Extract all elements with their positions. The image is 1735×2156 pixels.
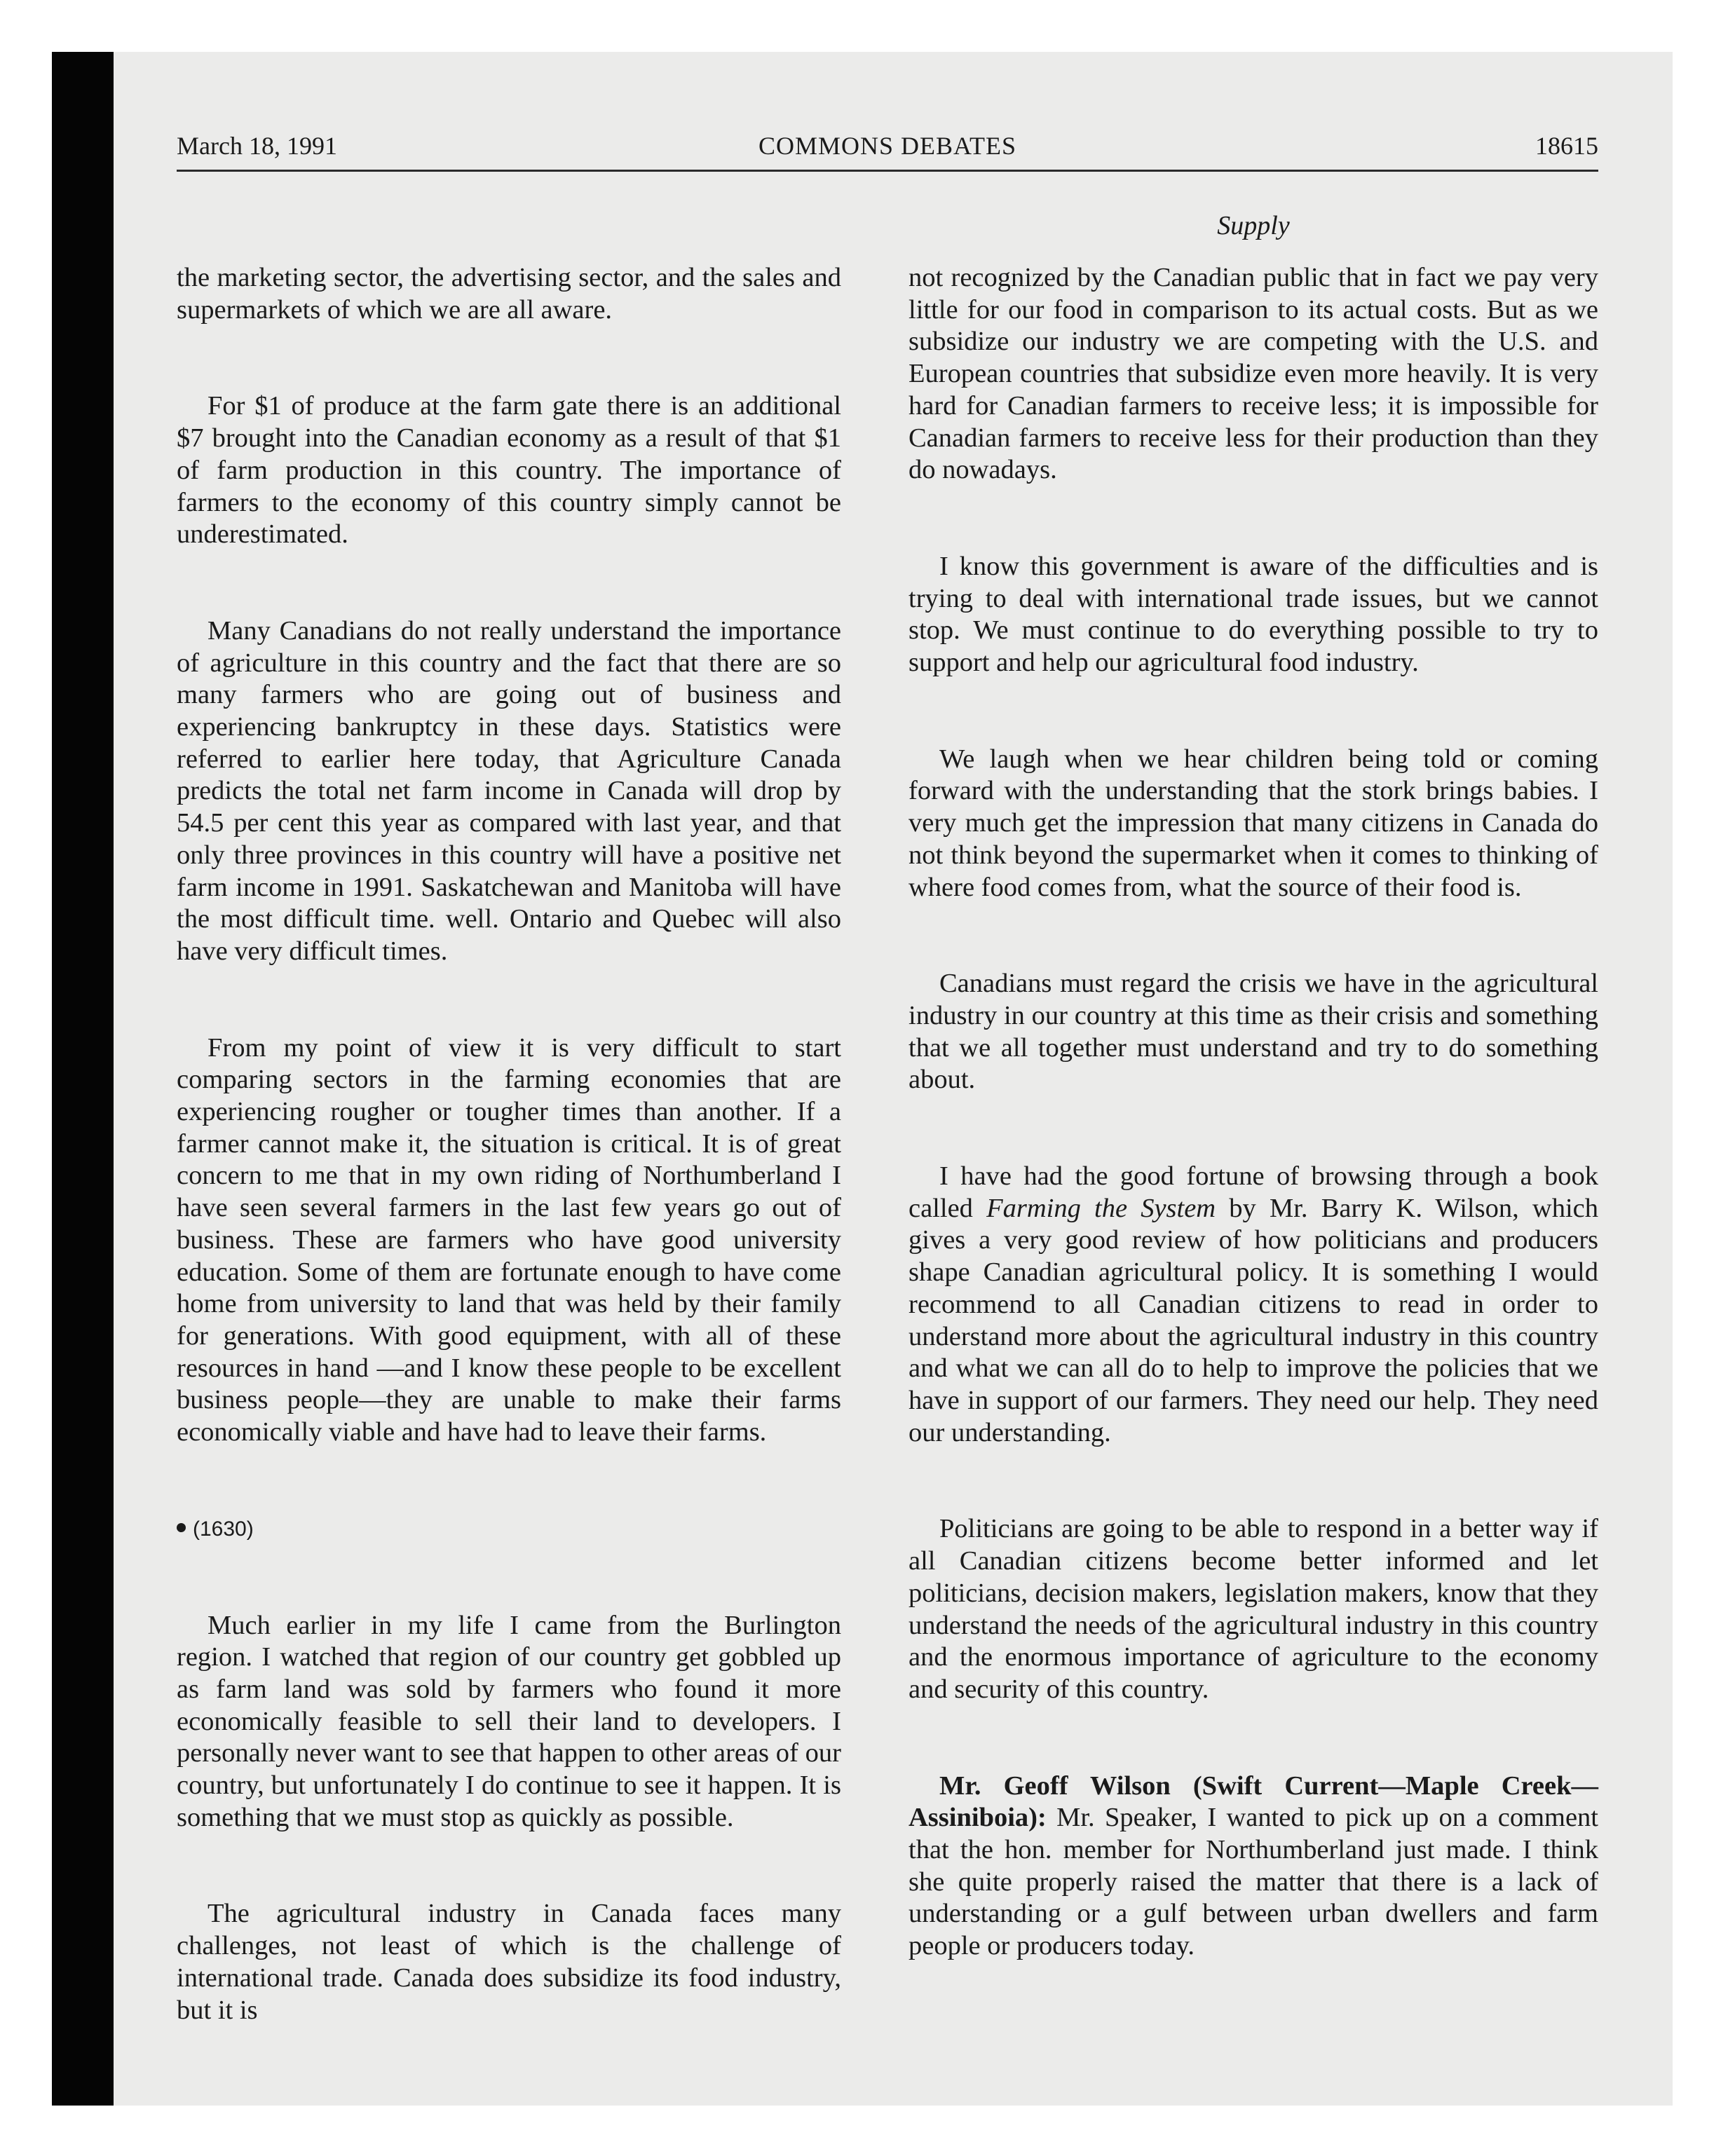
paragraph: From my point of view it is very difficult to start comparing sectors in the farming economies that are experiencing rougher or tougher times than another. If a farmer cannot make it, the situation is critical. It is of great concern to me that in my own riding of Northumberland I have seen several farmers in the last few years go out of business. These are farmers who have good university education. Some of them are fortunate enough to have come home from university to land that was held by their family for generations. With good equipment, with all of these resources in hand —and I know these people to be excellent business people—they are unable to make their farms economically viable and have had to leave their farms.: [177, 1032, 841, 1447]
paragraph: not recognized by the Canadian public that in fact we pay very little for our food in comparison to its actual costs. But as we subsidize our industry we are competing with the U.S. and European countries that subsidize even more heavily. It is very hard for Canadian farmers to receive less; it is impossible for Canadian farmers to receive less for their production than they do nowadays.: [909, 263, 1598, 485]
paragraph: the marketing sector, the advertising sector, and the sales and supermarkets of which we are all aware.: [177, 263, 841, 325]
right-column: [909, 262, 1598, 1963]
paragraph: The agricultural industry in Canada faces many challenges, not least of which is the challenge of international trade. Canada does subsidize its food industry, but it is: [177, 1899, 841, 2025]
speaker-name: Mr. Geoff Wilson (Swift Current—Maple Creek—Assiniboia):: [909, 1770, 1598, 1833]
bullet-icon: [177, 1523, 186, 1532]
binding-edge: [52, 52, 114, 2106]
paragraph: Many Canadians do not really understand the importance of agriculture in this country and the fact that there are so many farmers who are going out of business and experiencing bankruptcy in these days. Statistics were referred to earlier here today, that Agriculture Canada predicts the total net farm income in Canada will drop by 54.5 per cent this year as compared with last year, and that only three provinces in this country will have a positive net farm income in 1991. Saskatchewan and Manitoba will have the most difficult time. well. Ontario and Quebec will also have very difficult times.: [177, 615, 841, 966]
paragraph-text: Mr. Speaker, I wanted to pick up on a comment that the hon. member for Northumberland just made. I think she quite properly raised the matter that there is a lack of understanding or a gulf between urban dwellers and farm people or producers today.: [909, 1803, 1598, 1961]
paragraph: [909, 1770, 1598, 1963]
paragraph: Much earlier in my life I came from the Burlington region. I watched that region of our country get gobbled up as farm land was sold by farmers who found it more economically feasible to sell their land to developers. I personally never want to see that happen to other areas of our country, but unfortunately I do continue to see it happen. It is something that we must stop as quickly as possible.: [177, 1610, 841, 1832]
paragraph: Canadians must regard the crisis we have in the agricultural industry in our country at this time as their crisis and something that we all together must understand and try to do something about.: [909, 969, 1598, 1095]
paragraph: I know this government is aware of the difficulties and is trying to deal with international trade issues, but we cannot stop. We must continue to do everything possible to try to support and help our agricultural food industry.: [909, 551, 1598, 678]
paragraph: We laugh when we hear children being told or coming forward with the understanding that the stork brings babies. I very much get the impression that many citizens in Canada do not think beyond the supermarket when it comes to thinking of where food comes from, what the source of their food is.: [909, 744, 1598, 902]
paragraph-text: by Mr. Barry K. Wilson, which gives a very good review of how politicians and producers shape Canadian agricultural policy. It is something I would recommend to all Canadian citizens to read in order to understand more about the agricultural industry in this country and what we can all do to help to improve the policies that we have in support of our farmers. They need our help. They need our understanding.: [909, 1193, 1598, 1447]
section-label: Supply: [1217, 211, 1290, 240]
paragraph-text: I have had the good fortune of browsing through a book called: [909, 1161, 1598, 1223]
journal-title: COMMONS DEBATES: [758, 132, 1017, 160]
paragraph: Politicians are going to be able to respond in a better way if all Canadian citizens become better informed and let politicians, decision makers, legislation makers, know that they understand the needs of the agricultural industry in this country and the enormous importance of agriculture to the economy and security of this country.: [909, 1514, 1598, 1704]
page-number: 18615: [1535, 132, 1598, 160]
time-marker: [177, 1513, 841, 1546]
header-rule: [177, 170, 1598, 172]
time-marker-text: (1630): [193, 1517, 254, 1541]
left-column: [177, 262, 841, 2026]
book-title: Farming the System: [986, 1193, 1216, 1223]
paragraph: For $1 of produce at the farm gate there is an additional $7 brought into the Canadian economy as a result of that $1 of farm production in this country. The importance of farmers to the economy of this country simply cannot be underestimated.: [177, 391, 841, 550]
paragraph: [909, 1161, 1598, 1449]
running-head: [177, 126, 1598, 165]
page-date: March 18, 1991: [177, 132, 337, 160]
